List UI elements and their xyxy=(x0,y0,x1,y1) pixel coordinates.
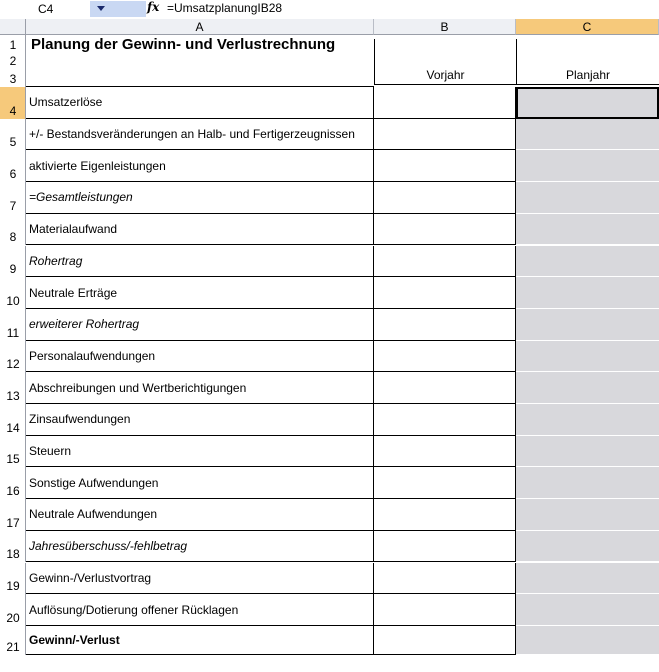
row-label: Neutrale Erträge xyxy=(29,285,118,300)
row-label: Steuern xyxy=(29,444,72,459)
formula-bar xyxy=(0,0,659,18)
row-number: 15 xyxy=(6,452,20,467)
vorjahr-cell[interactable] xyxy=(374,436,516,468)
vorjahr-cell[interactable] xyxy=(374,214,516,246)
row-header-5[interactable] xyxy=(0,119,26,151)
row-label: Neutrale Aufwendungen xyxy=(29,507,158,522)
row-header-8[interactable] xyxy=(0,214,26,246)
row-label-cell[interactable] xyxy=(26,531,374,563)
row-label: Gewinn/-Verlust xyxy=(29,632,120,647)
row-label: Jahresüberschuss/-fehlbetrag xyxy=(29,539,188,554)
row-number: 13 xyxy=(6,388,20,403)
planjahr-cell[interactable] xyxy=(516,341,659,373)
vorjahr-cell[interactable] xyxy=(374,404,516,436)
row-label-cell[interactable] xyxy=(26,150,374,182)
vorjahr-cell[interactable] xyxy=(374,277,516,309)
sheet-title[interactable]: Planung der Gewinn- und Verlustrechnung xyxy=(31,36,336,53)
planjahr-cell[interactable] xyxy=(516,150,659,182)
row-label-cell[interactable] xyxy=(26,499,374,531)
planjahr-cell[interactable] xyxy=(516,214,659,246)
row-number: 14 xyxy=(6,420,20,435)
planjahr-cell[interactable] xyxy=(516,467,659,499)
row-label: +/- Bestandsveränderungen an Halb- und Fertigerzeugnissen xyxy=(29,127,355,142)
row-label-cell[interactable] xyxy=(26,372,374,404)
row-number: 18 xyxy=(6,547,20,562)
planjahr-cell[interactable] xyxy=(516,499,659,531)
row-number: 11 xyxy=(6,325,20,340)
row-label-cell[interactable] xyxy=(26,404,374,436)
row-label-cell[interactable] xyxy=(26,246,374,278)
select-all-corner[interactable] xyxy=(0,19,26,35)
row-label: Umsatzerlöse xyxy=(29,95,103,110)
planjahr-cell[interactable] xyxy=(516,563,659,595)
row-label: Abschreibungen und Wertberichtigungen xyxy=(29,380,247,395)
formula-input[interactable]: =UmsatzplanungIB28 xyxy=(167,1,283,15)
vorjahr-cell[interactable] xyxy=(374,341,516,373)
vorjahr-cell[interactable] xyxy=(374,182,516,214)
vorjahr-cell[interactable] xyxy=(374,119,516,151)
row-label: aktivierte Eigenleistungen xyxy=(29,158,166,173)
row-number: 10 xyxy=(6,293,20,308)
row-header-10[interactable] xyxy=(0,277,26,309)
planjahr-cell[interactable] xyxy=(516,119,659,151)
planjahr-cell[interactable] xyxy=(516,246,659,278)
planjahr-cell[interactable] xyxy=(516,594,659,626)
row-number: 5 xyxy=(9,135,17,150)
planjahr-cell[interactable] xyxy=(516,626,659,655)
insert-function-icon[interactable]: fx xyxy=(147,0,160,14)
row-number: 9 xyxy=(9,262,17,277)
row-number: 2 xyxy=(9,54,17,68)
row-label: Materialaufwand xyxy=(29,222,118,237)
row-number: 19 xyxy=(6,579,20,594)
row-header-9[interactable] xyxy=(0,246,26,278)
row-header-14[interactable] xyxy=(0,404,26,436)
row-header-2[interactable] xyxy=(0,53,26,69)
row-number: 16 xyxy=(6,484,20,499)
column-label-vorjahr[interactable] xyxy=(374,39,516,85)
vorjahr-cell[interactable] xyxy=(374,563,516,595)
row-label-cell[interactable] xyxy=(26,277,374,309)
selected-cell-c4[interactable] xyxy=(516,87,659,119)
name-box[interactable] xyxy=(0,1,90,17)
planjahr-cell[interactable] xyxy=(516,277,659,309)
row-label: Rohertrag xyxy=(29,253,83,268)
row-header-15[interactable] xyxy=(0,436,26,468)
row-number: 4 xyxy=(9,103,17,118)
row-number: 12 xyxy=(6,357,20,372)
vorjahr-cell[interactable] xyxy=(374,594,516,626)
row-label-cell[interactable] xyxy=(26,87,374,119)
row-header-12[interactable] xyxy=(0,341,26,373)
row-number: 6 xyxy=(9,167,17,182)
row-label-cell[interactable] xyxy=(26,563,374,595)
row-label-cell[interactable] xyxy=(26,467,374,499)
row-label-cell[interactable] xyxy=(26,594,374,626)
row-label: erweiterer Rohertrag xyxy=(29,317,140,332)
planjahr-cell[interactable] xyxy=(516,436,659,468)
chevron-down-icon xyxy=(97,6,105,11)
row-header-4[interactable] xyxy=(0,87,26,119)
row-header-7[interactable] xyxy=(0,182,26,214)
vorjahr-cell[interactable] xyxy=(374,531,516,563)
row-number: 21 xyxy=(6,639,20,654)
row-number: 20 xyxy=(6,610,20,625)
name-box-value: C4 xyxy=(38,2,54,16)
row-label-cell[interactable] xyxy=(26,119,374,151)
planjahr-cell[interactable] xyxy=(516,531,659,563)
row-header-19[interactable] xyxy=(0,563,26,595)
row-label-cell[interactable] xyxy=(26,182,374,214)
planjahr-cell[interactable] xyxy=(516,309,659,341)
vorjahr-cell[interactable] xyxy=(374,150,516,182)
row-header-17[interactable] xyxy=(0,499,26,531)
name-box-dropdown-button[interactable] xyxy=(90,1,112,17)
vorjahr-cell[interactable] xyxy=(374,372,516,404)
row-header-16[interactable] xyxy=(0,467,26,499)
row-header-11[interactable] xyxy=(0,309,26,341)
row-label-cell[interactable] xyxy=(26,341,374,373)
row-number: 7 xyxy=(9,198,17,213)
column-header-a[interactable]: A xyxy=(26,19,374,35)
planjahr-cell[interactable] xyxy=(516,404,659,436)
vorjahr-cell[interactable] xyxy=(374,467,516,499)
row-label-cell[interactable] xyxy=(26,436,374,468)
row-header-6[interactable] xyxy=(0,150,26,182)
row-header-1[interactable] xyxy=(0,35,26,53)
cell-a3[interactable] xyxy=(26,69,374,87)
row-label: Auflösung/Dotierung offener Rücklagen xyxy=(29,602,239,617)
row-label: Zinsaufwendungen xyxy=(29,412,131,427)
planjahr-cell[interactable] xyxy=(516,372,659,404)
row-header-21[interactable] xyxy=(0,626,26,655)
vorjahr-cell[interactable] xyxy=(374,499,516,531)
vorjahr-cell[interactable] xyxy=(374,626,516,655)
row-header-20[interactable] xyxy=(0,594,26,626)
row-number: 1 xyxy=(9,38,17,52)
vorjahr-cell[interactable] xyxy=(374,87,516,119)
row-number: 8 xyxy=(9,230,17,245)
vorjahr-cell[interactable] xyxy=(374,309,516,341)
vorjahr-cell[interactable] xyxy=(374,246,516,278)
row-header-13[interactable] xyxy=(0,372,26,404)
column-label-planjahr[interactable] xyxy=(516,39,659,85)
planjahr-cell[interactable] xyxy=(516,182,659,214)
row-header-18[interactable] xyxy=(0,531,26,563)
row-label-cell[interactable] xyxy=(26,626,374,655)
column-header-c[interactable]: C xyxy=(516,19,659,35)
row-label-cell[interactable] xyxy=(26,214,374,246)
row-label: Personalaufwendungen xyxy=(29,348,156,363)
row-label-cell[interactable] xyxy=(26,309,374,341)
row-label: Sonstige Aufwendungen xyxy=(29,475,159,490)
column-label-text: Vorjahr xyxy=(426,68,465,82)
row-number: 17 xyxy=(6,515,20,530)
formula-bar-separator xyxy=(112,1,146,17)
column-header-b[interactable]: B xyxy=(374,19,516,35)
row-header-3[interactable] xyxy=(0,69,26,87)
row-label: Gewinn-/Verlustvortrag xyxy=(29,570,152,585)
row-label: =Gesamtleistungen xyxy=(29,190,133,205)
column-label-text: Planjahr xyxy=(565,68,611,82)
row-number: 3 xyxy=(9,72,17,86)
